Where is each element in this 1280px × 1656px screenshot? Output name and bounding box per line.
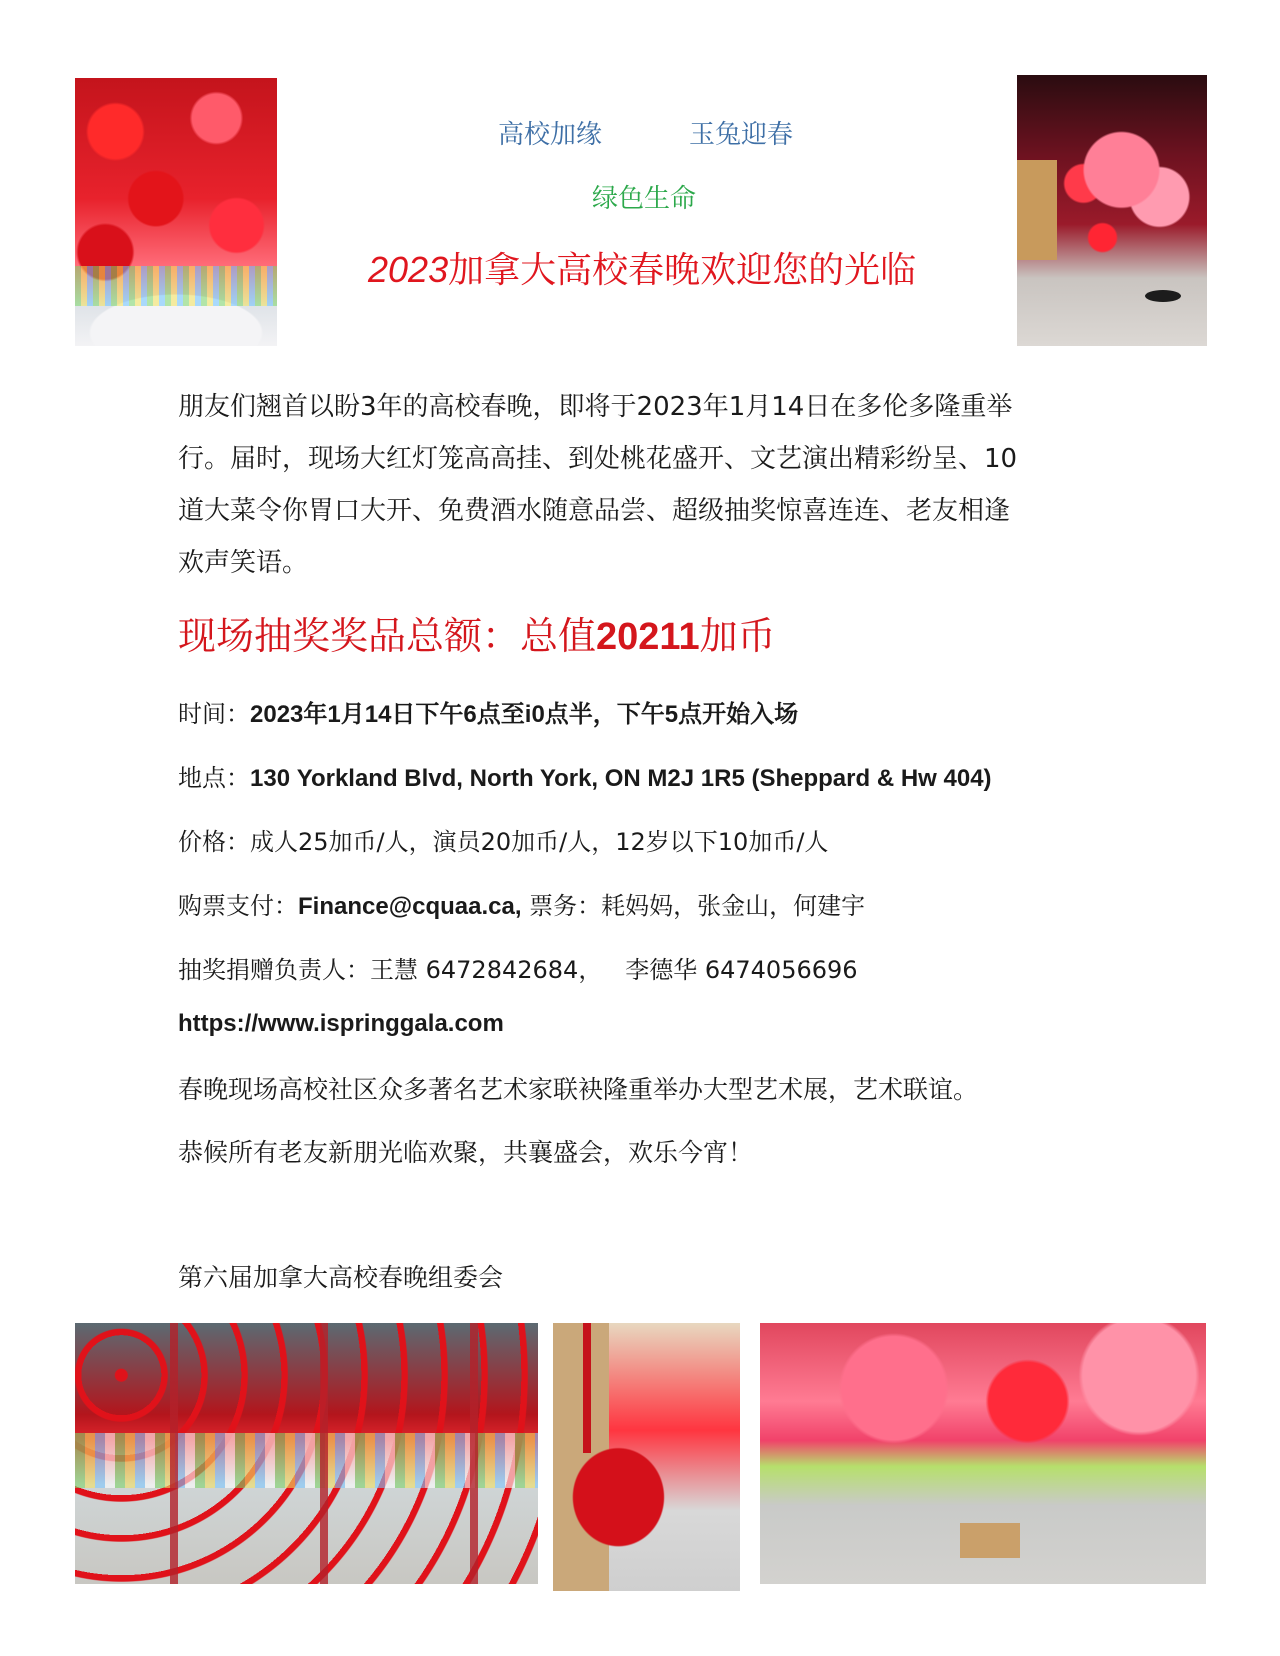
art-exhibition-note: 春晚现场高校社区众多著名艺术家联袂隆重举办大型艺术展，艺术联谊。 bbox=[178, 1075, 979, 1104]
blossom-tree-photo bbox=[1017, 75, 1207, 346]
headline bbox=[368, 242, 916, 293]
event-price bbox=[178, 822, 828, 857]
intro-line: 道大菜令你胃口大开、免费酒水随意品尝、超级抽奖惊喜连连、老友相逢 bbox=[178, 496, 1011, 526]
lottery-label: 抽奖捐赠负责人： bbox=[178, 956, 370, 984]
red-knot-photo bbox=[553, 1323, 740, 1591]
website-link[interactable]: https://www.ispringgala.com bbox=[178, 1010, 504, 1037]
intro-line: 行。届时，现场大红灯笼高高挂、到处桃花盛开、文艺演出精彩纷呈、10 bbox=[178, 444, 1018, 474]
time-value: 2023年1月14日下午6点至i0点半，下午5点开始入场 bbox=[250, 701, 799, 728]
prize-label: 现场抽奖奖品总额：总值 bbox=[178, 614, 597, 658]
place-value: 130 Yorkland Blvd, North York, ON M2J 1R5 (Sheppard & Hw 404) bbox=[250, 765, 992, 792]
time-label: 时间： bbox=[178, 700, 250, 728]
slogan-1: 高校加缘 bbox=[498, 120, 603, 150]
prize-total bbox=[178, 605, 776, 660]
lottery-contact-2: 李德华 6474056696 bbox=[625, 956, 858, 984]
intro-paragraph bbox=[178, 381, 1118, 589]
buy-label: 购票支付： bbox=[178, 892, 298, 920]
price-value: 成人25加币/人，演员20加币/人，12岁以下10加币/人 bbox=[250, 828, 829, 856]
event-place bbox=[178, 758, 992, 793]
ticket-purchase bbox=[178, 886, 865, 921]
slogan-2: 玉兔迎春 bbox=[689, 120, 794, 150]
headline-year: 2023 bbox=[368, 249, 449, 290]
place-label: 地点： bbox=[178, 764, 250, 792]
prize-amount: 20211 bbox=[596, 616, 700, 658]
event-time bbox=[178, 694, 798, 729]
intro-line: 欢声笑语。 bbox=[178, 548, 309, 578]
intro-line: 朋友们翘首以盼3年的高校春晚，即将于2023年1月14日在多伦多隆重举 bbox=[178, 392, 1013, 422]
lottery-contact-1: 王慧 6472842684， bbox=[370, 956, 603, 984]
ticket-agents: 票务：耗妈妈，张金山，何建宇 bbox=[521, 892, 866, 920]
prize-unit: 加币 bbox=[699, 614, 776, 658]
finance-email-link[interactable]: Finance@cquaa.ca, bbox=[298, 893, 522, 920]
closing-greeting: 恭候所有老友新朋光临欢聚，共襄盛会，欢乐今宵！ bbox=[178, 1138, 754, 1167]
slogan-3: 绿色生命 bbox=[592, 184, 697, 214]
headline-text: 加拿大高校春晚欢迎您的光临 bbox=[448, 250, 917, 291]
hall-lanterns-photo bbox=[75, 1323, 538, 1584]
price-label: 价格： bbox=[178, 828, 250, 856]
hall-blossoms-photo bbox=[760, 1323, 1206, 1584]
organizer: 第六届加拿大高校春晚组委会 bbox=[178, 1263, 504, 1292]
blossom-tunnel-photo bbox=[75, 78, 277, 346]
lottery-contacts bbox=[178, 950, 858, 985]
